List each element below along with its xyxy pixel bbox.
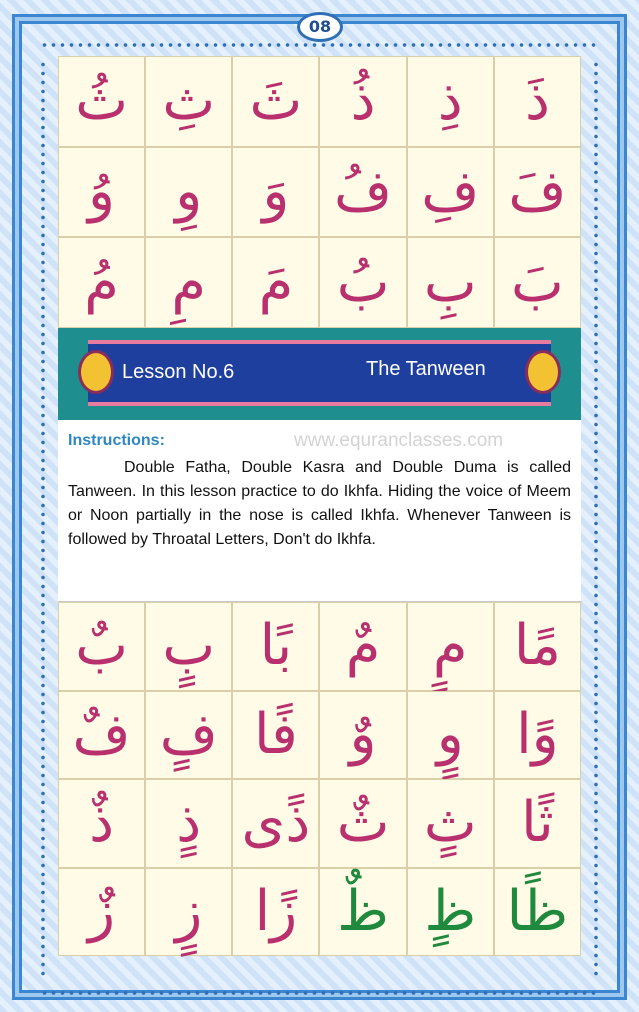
arabic-letter: ذُ (350, 68, 376, 134)
letter-cell (407, 147, 494, 238)
arabic-tanween-letter: فٌ (72, 701, 131, 767)
tanween-cell (494, 691, 581, 780)
arabic-letter: بُ (336, 249, 390, 315)
arabic-tanween-letter: ذٌ (89, 790, 115, 856)
tanween-cell (145, 779, 232, 868)
arabic-tanween-letter: بٍ (162, 613, 216, 679)
tanween-cell (494, 602, 581, 691)
letter-cell (232, 237, 319, 328)
letter-cell (145, 56, 232, 147)
arabic-tanween-letter: ظٌ (337, 878, 389, 944)
letter-cell (232, 56, 319, 147)
arabic-letter: بِ (423, 249, 477, 315)
arabic-tanween-letter: وٍ (436, 701, 464, 767)
arabic-tanween-letter: فًا (253, 701, 298, 767)
tanween-cell (145, 691, 232, 780)
arabic-tanween-letter: وٌ (349, 701, 377, 767)
tanween-cell (407, 868, 494, 957)
lesson-title: The Tanween (366, 358, 486, 380)
letter-cell (232, 147, 319, 238)
arabic-letter: بَ (511, 249, 564, 315)
border-dots-right (593, 60, 599, 980)
tanween-cell (407, 691, 494, 780)
arabic-letter: فِ (421, 158, 480, 224)
arabic-tanween-letter: ذًى (241, 790, 311, 856)
arabic-letter: مَ (258, 249, 294, 315)
arabic-tanween-letter: ظًا (506, 878, 569, 944)
arabic-tanween-letter: فٍ (159, 701, 218, 767)
letter-cell (145, 147, 232, 238)
letter-cell (58, 237, 145, 328)
arabic-tanween-letter: بًا (259, 613, 293, 679)
instructions-section (58, 420, 581, 602)
arabic-letter: ثَ (249, 68, 303, 134)
arabic-tanween-letter: ذٍ (176, 790, 202, 856)
arabic-letter: ذَ (524, 68, 550, 134)
arabic-letter: ثِ (162, 68, 216, 134)
tanween-cell (232, 602, 319, 691)
arabic-tanween-letter: مًا (513, 613, 561, 679)
arabic-tanween-letter: زًا (254, 878, 298, 944)
arabic-tanween-letter: مٍ (432, 613, 468, 679)
tanween-cell (58, 779, 145, 868)
arabic-letter: فُ (334, 158, 393, 224)
arabic-letter: وِ (175, 158, 203, 224)
arabic-letter: مُ (84, 249, 119, 315)
arabic-tanween-letter: زٌ (88, 878, 116, 944)
tanween-cell (494, 779, 581, 868)
letter-cell (494, 56, 581, 147)
tanween-cell (407, 779, 494, 868)
tanween-cell (145, 868, 232, 957)
letter-cell (319, 56, 406, 147)
tanween-cell (58, 602, 145, 691)
arabic-tanween-letter: بٌ (75, 613, 128, 679)
banner-ornament-left-icon (78, 350, 114, 394)
tanween-cell (145, 602, 232, 691)
letter-cell (407, 237, 494, 328)
instructions-body: Double Fatha, Double Kasra and Double Duma is called Tanween. In this lesson practice to do Ikhfa. Hiding the voice of Meem or Noon partially in the nose is called Ikhfa. Whenever Tanween is followed by Throatal Letters, Don't do Ikhfa. (68, 459, 571, 548)
tanween-letter-grid (58, 602, 581, 956)
arabic-tanween-letter: ثًا (521, 790, 554, 856)
letter-cell (407, 56, 494, 147)
letter-cell (494, 147, 581, 238)
letter-cell (145, 237, 232, 328)
page-number: 08 (297, 12, 343, 42)
letter-cell (494, 237, 581, 328)
tanween-cell (319, 779, 406, 868)
arabic-tanween-letter: ظٍ (424, 878, 477, 944)
banner-ornament-right-icon (525, 350, 561, 394)
lesson5-letter-grid (58, 56, 581, 328)
letter-cell (319, 147, 406, 238)
arabic-letter: وُ (88, 158, 116, 224)
arabic-letter: فَ (508, 158, 567, 224)
tanween-cell (494, 868, 581, 957)
arabic-tanween-letter: زٍ (175, 878, 203, 944)
border-dots-left (40, 60, 46, 980)
letter-cell (58, 56, 145, 147)
content-area (58, 56, 581, 956)
tanween-cell (407, 602, 494, 691)
tanween-cell (319, 691, 406, 780)
arabic-tanween-letter: ثٌ (336, 790, 390, 856)
letter-cell (319, 237, 406, 328)
arabic-letter: مِ (171, 249, 207, 315)
tanween-cell (319, 868, 406, 957)
tanween-cell (232, 691, 319, 780)
border-dots-top (40, 42, 599, 48)
tanween-cell (319, 602, 406, 691)
lesson-banner (58, 328, 581, 420)
arabic-tanween-letter: ثٍ (423, 790, 477, 856)
tanween-cell (232, 779, 319, 868)
arabic-letter: ذِ (437, 68, 463, 134)
lesson-number: Lesson No.6 (122, 361, 235, 383)
arabic-letter: ثُ (75, 68, 128, 134)
tanween-cell (232, 868, 319, 957)
border-dots-bottom (40, 990, 599, 996)
arabic-tanween-letter: مٌ (345, 613, 381, 679)
instructions-heading: Instructions: (68, 432, 165, 449)
tanween-cell (58, 868, 145, 957)
letter-cell (58, 147, 145, 238)
tanween-cell (58, 691, 145, 780)
arabic-tanween-letter: وًا (516, 701, 559, 767)
arabic-letter: وَ (262, 158, 290, 224)
watermark: www.equranclasses.com (294, 430, 504, 451)
